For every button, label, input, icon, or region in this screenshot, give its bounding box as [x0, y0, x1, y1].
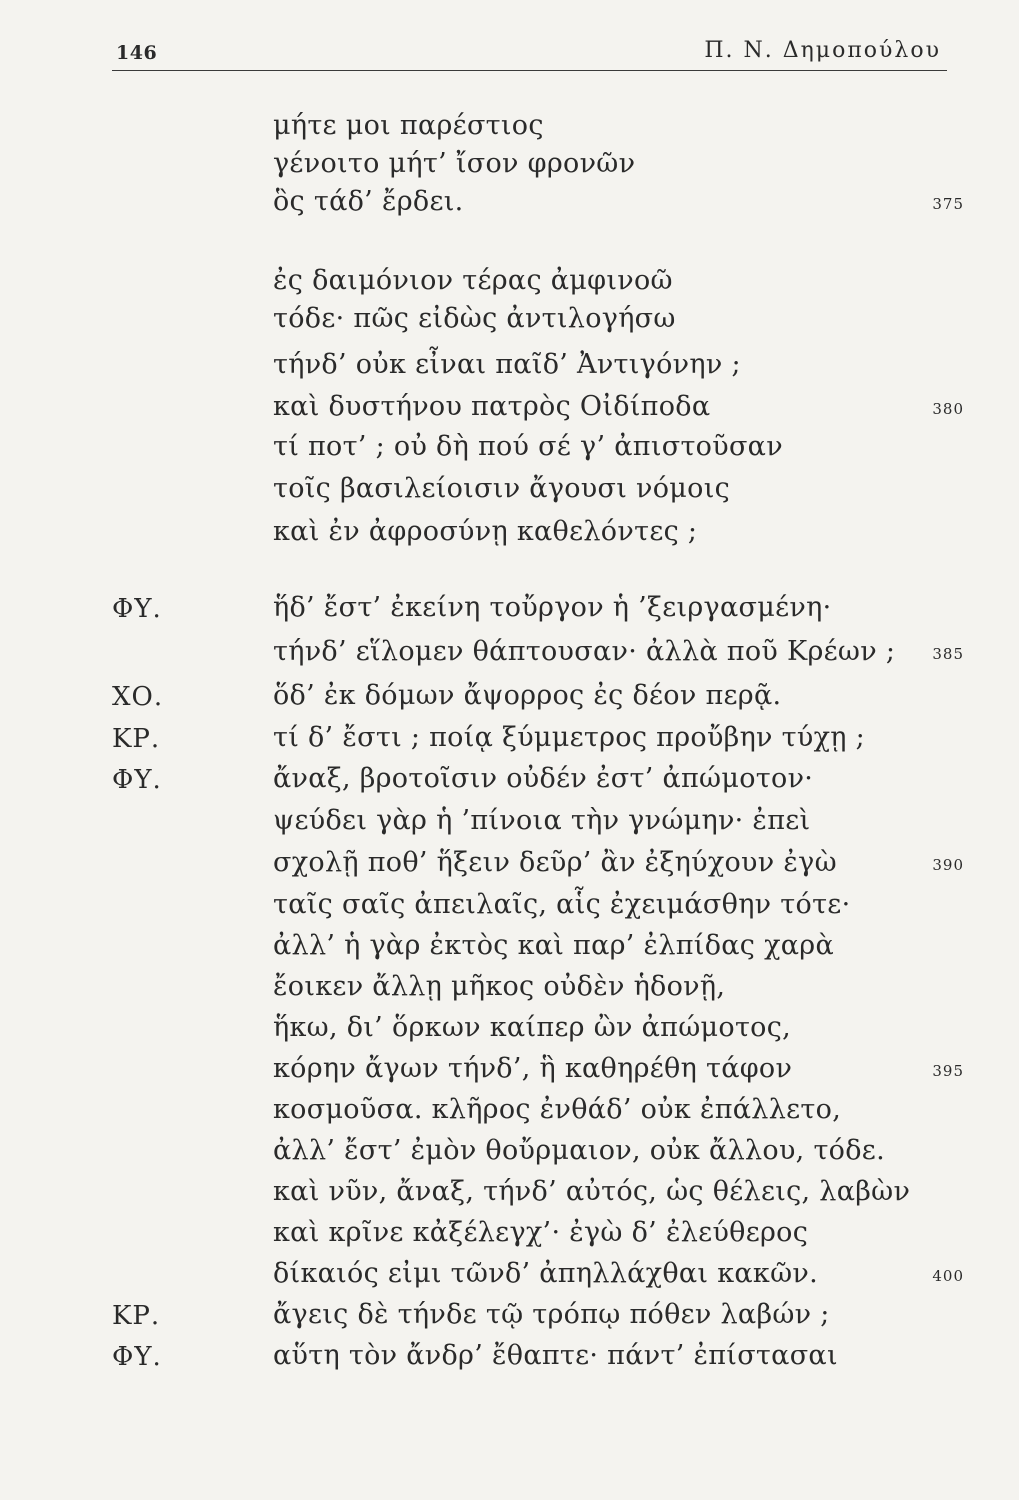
verse-line: [0, 186, 1019, 226]
verse-line-text: καὶ δυστήνου πατρὸς Οἰδίποδα: [273, 391, 711, 422]
verse-line-text: ἐς δαιμόνιον τέρας ἀμφινοῶ: [273, 265, 673, 296]
verse-line-text: ὃς τάδ’ ἔρδει.: [273, 186, 464, 217]
speaker-label: ΧΟ.: [112, 682, 164, 712]
verse-line-text: κοσμοῦσα. κλῆρος ἐνθάδ’ οὐκ ἐπάλλετο,: [273, 1094, 842, 1125]
verse-line: [0, 763, 1019, 803]
verse-line-text: ψεύδει γὰρ ἡ ’πίνοια τὴν γνώμην· ἐπεὶ: [273, 805, 811, 836]
verse-line: [0, 971, 1019, 1011]
speaker-label: ΦΥ.: [112, 1342, 162, 1372]
page-header: [112, 28, 947, 72]
speaker-label: ΦΥ.: [112, 594, 162, 624]
verse-line: [0, 1135, 1019, 1175]
verse-line-text: κόρην ἄγων τήνδ’, ἣ καθηρέθη τάφον: [273, 1053, 793, 1084]
verse-line: [0, 1012, 1019, 1052]
verse-line: [0, 303, 1019, 343]
line-number: 400: [932, 1267, 964, 1285]
running-head-author: Π. Ν. Δημοπούλου: [704, 38, 941, 63]
verse-line: [0, 930, 1019, 970]
verse-line: [0, 592, 1019, 632]
verse-line-text: μήτε μοι παρέστιος: [273, 110, 544, 141]
line-number: 390: [932, 856, 964, 874]
verse-line: [0, 110, 1019, 150]
verse-line-text: τί δ’ ἔστι ; ποίᾳ ξύμμετρος προὔβην τύχῃ ;: [273, 722, 866, 753]
line-number: 385: [932, 645, 964, 663]
verse-line: [0, 431, 1019, 471]
verse-line: [0, 1258, 1019, 1298]
speaker-label: ΦΥ.: [112, 765, 162, 795]
verse-line: [0, 847, 1019, 887]
verse-line: [0, 516, 1019, 556]
verse-line: [0, 805, 1019, 845]
verse-line: [0, 1053, 1019, 1093]
speaker-label: ΚΡ.: [112, 1301, 161, 1331]
verse-line-text: τήνδ’ οὐκ εἶναι παῖδ’ Ἀντιγόνην ;: [273, 349, 741, 380]
verse-line-text: ἥδ’ ἔστ’ ἐκείνη τοὔργον ἡ ’ξειργασμένη·: [273, 592, 832, 623]
verse-line-text: δίκαιός εἰμι τῶνδ’ ἀπηλλάχθαι κακῶν.: [273, 1258, 818, 1289]
line-number: 375: [932, 195, 964, 213]
verse-line-text: ἄναξ, βροτοῖσιν οὐδέν ἐστ’ ἀπώμοτον·: [273, 763, 814, 794]
verse-line-text: αὕτη τὸν ἄνδρ’ ἔθαπτε· πάντ’ ἐπίστασαι: [273, 1340, 838, 1371]
verse-line-text: τί ποτ’ ; οὐ δὴ πού σέ γ’ ἀπιστοῦσαν: [273, 431, 783, 462]
verse-line: [0, 722, 1019, 762]
verse-line: [0, 148, 1019, 188]
verse-line: [0, 349, 1019, 389]
speaker-label: ΚΡ.: [112, 724, 161, 754]
verse-line-text: σχολῇ ποθ’ ἥξειν δεῦρ’ ἂν ἐξηύχουν ἐγὼ: [273, 847, 837, 878]
verse-line: [0, 680, 1019, 720]
verse-line-text: ταῖς σαῖς ἀπειλαῖς, αἷς ἐχειμάσθην τότε·: [273, 889, 851, 920]
verse-line-text: τοῖς βασιλείοισιν ἄγουσι νόμοις: [273, 473, 731, 504]
verse-line-text: ἔοικεν ἄλλῃ μῆκος οὐδὲν ἡδονῇ,: [273, 971, 726, 1002]
verse-line: [0, 1340, 1019, 1380]
verse-line-text: ὅδ’ ἐκ δόμων ἄψορρος ἐς δέον περᾷ.: [273, 680, 782, 711]
verse-line: [0, 1094, 1019, 1134]
verse-line-text: καὶ νῦν, ἄναξ, τήνδ’ αὐτός, ὡς θέλεις, λαβὼν: [273, 1176, 911, 1207]
verse-line-text: ἀλλ’ ἡ γὰρ ἐκτὸς καὶ παρ’ ἐλπίδας χαρὰ: [273, 930, 834, 961]
verse-line: [0, 1176, 1019, 1216]
verse-line: [0, 636, 1019, 676]
verse-line: [0, 1299, 1019, 1339]
verse-line-text: καὶ κρῖνε κἀξέλεγχ’· ἐγὼ δ’ ἐλεύθερος: [273, 1217, 809, 1248]
verse-line-text: γένοιτο μήτ’ ἴσον φρονῶν: [273, 148, 636, 179]
line-number: 380: [932, 400, 964, 418]
verse-line-text: τήνδ’ εἵλομεν θάπτουσαν· ἀλλὰ ποῦ Κρέων ;: [273, 636, 896, 667]
verse-line: [0, 473, 1019, 513]
verse-line-text: τόδε· πῶς εἰδὼς ἀντιλογήσω: [273, 303, 676, 334]
line-number: 395: [932, 1062, 964, 1080]
verse-line-text: ἄγεις δὲ τήνδε τῷ τρόπῳ πόθεν λαβών ;: [273, 1299, 830, 1330]
verse-line: [0, 1217, 1019, 1257]
page-number: 146: [116, 42, 158, 64]
header-rule: [112, 70, 947, 71]
verse-line-text: ἀλλ’ ἔστ’ ἐμὸν θοὔρμαιον, οὐκ ἄλλου, τόδε.: [273, 1135, 885, 1166]
verse-line-text: καὶ ἐν ἀφροσύνῃ καθελόντες ;: [273, 516, 698, 547]
verse-line: [0, 265, 1019, 305]
verse-line-text: ἥκω, δι’ ὅρκων καίπερ ὢν ἀπώμοτος,: [273, 1012, 792, 1043]
verse-line: [0, 889, 1019, 929]
verse-line: [0, 391, 1019, 431]
